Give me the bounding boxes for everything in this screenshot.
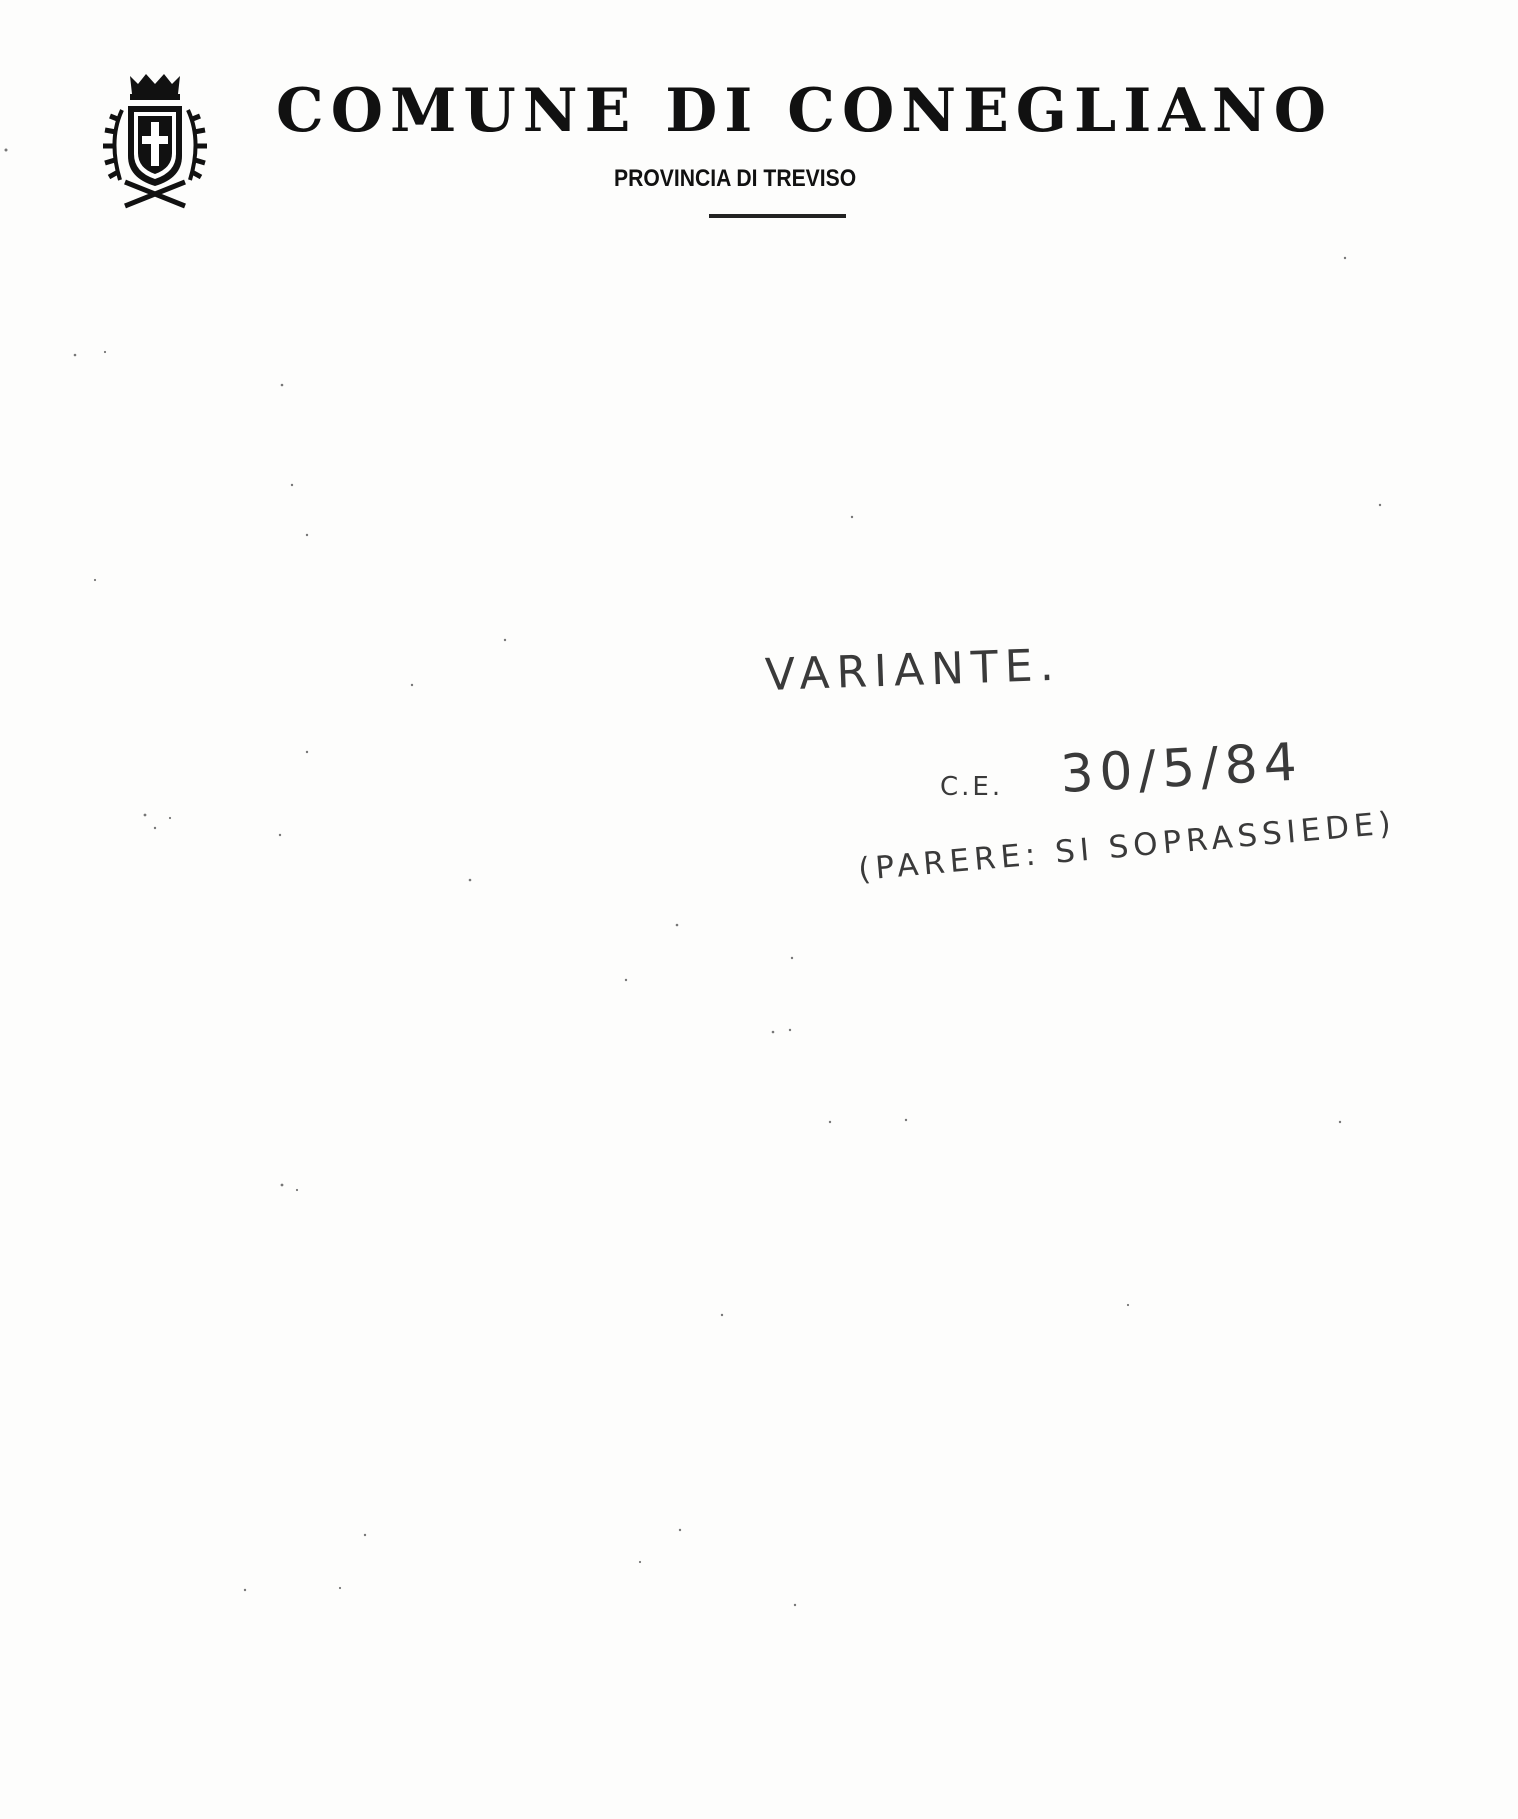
handwritten-note-ce-label: C.E. (940, 772, 1004, 802)
handwritten-note-parere: (PARERE: SI SOPRASSIEDE) (856, 805, 1398, 888)
letterhead-subtitle: PROVINCIA DI TREVISO (614, 165, 857, 192)
letterhead-divider (709, 214, 846, 218)
handwritten-note-date: 30/5/84 (1058, 732, 1305, 805)
letterhead-title: COMUNE DI CONEGLIANO (276, 76, 1333, 146)
handwritten-note-variante: VARIANTE. (764, 639, 1062, 701)
coat-of-arms-icon (100, 70, 210, 210)
